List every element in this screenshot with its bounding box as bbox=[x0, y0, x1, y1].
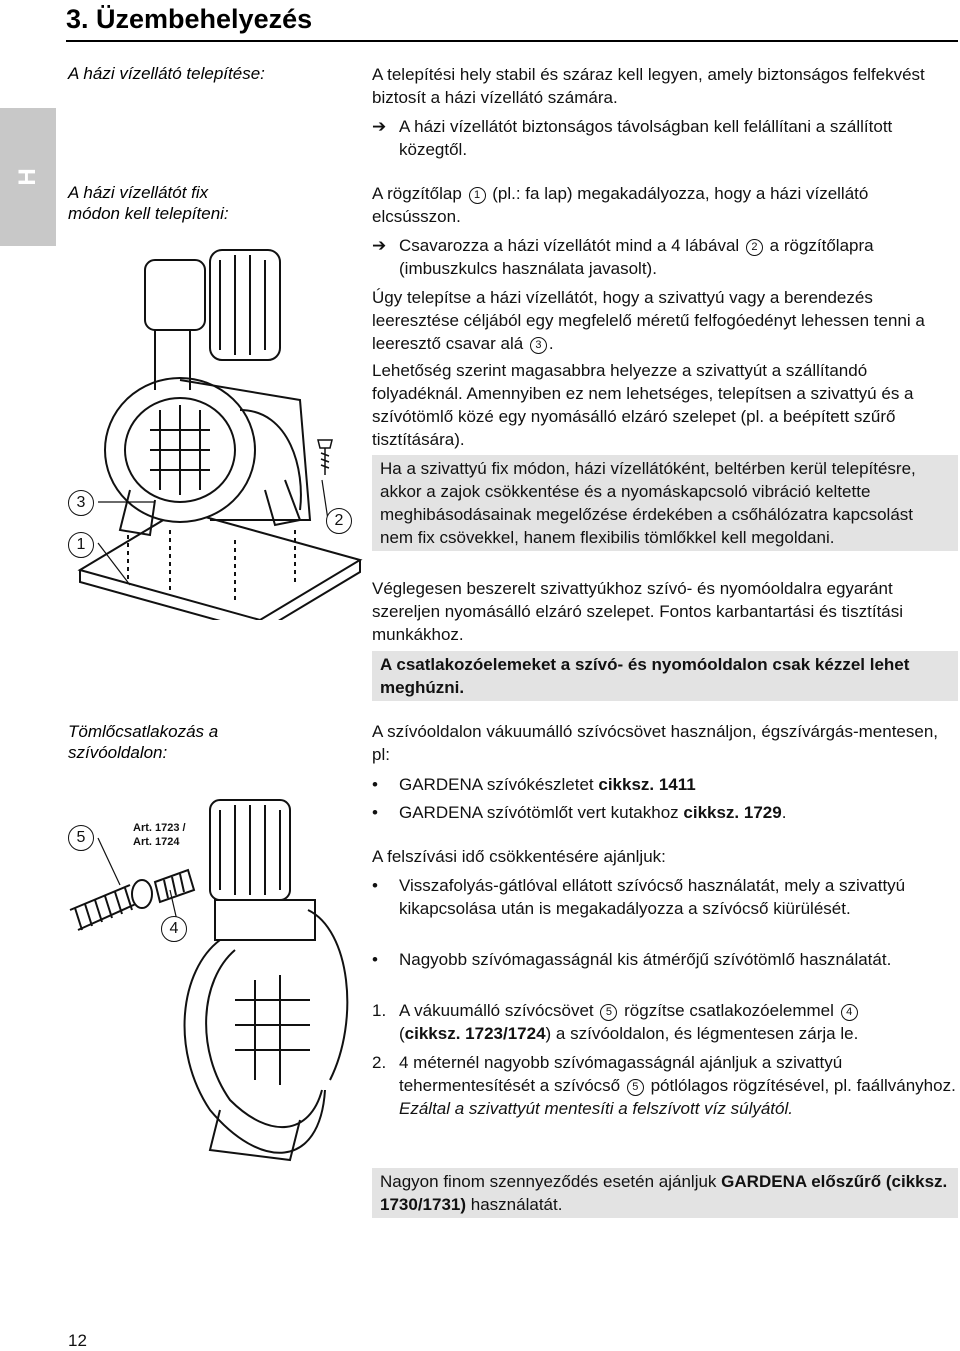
section-heading-hose-connection: Tömlőcsatlakozás a szívóoldalon: bbox=[68, 722, 219, 762]
paragraph-mounting-plate: A rögzítőlap 1 (pl.: fa lap) megakadályozza, hogy a házi vízellátó elcsússzon. bbox=[372, 184, 869, 226]
notice-hand-tighten: A csatlakozóelemeket a szívó- és nyomóoldalon csak kézzel lehet meghúzni. bbox=[372, 651, 958, 701]
language-tab bbox=[0, 108, 56, 246]
callout-3: 3 bbox=[68, 490, 94, 516]
hose-connection-illustration bbox=[60, 790, 360, 1190]
arrow-item-distance: ➔ A házi vízellátót biztonságos távolságban kell felállítani a szállított közegtől. bbox=[372, 117, 893, 159]
callout-2: 2 bbox=[326, 508, 352, 534]
section-heading-installation: A házi vízellátó telepítése: bbox=[68, 64, 265, 83]
callout-5: 5 bbox=[68, 825, 94, 851]
language-tab-label: H bbox=[14, 168, 41, 186]
paragraph-location: A telepítési hely stabil és száraz kell legyen, amely biztonságos felfekvést biztosít a házi vízellátó számára. bbox=[372, 65, 925, 107]
bullet-icon: • bbox=[372, 950, 378, 969]
page-title: 3. Üzembehelyezés bbox=[66, 4, 313, 34]
numbered-step-2: 2. 4 méternél nagyobb szívómagasságnál ajánljuk a szivattyú tehermentesítését a szívócső 5 pótlólagos rögzítésével, pl. faállványhoz. Ezáltal a szivattyút mentesíti a felszívott víz súlyától. bbox=[372, 1053, 956, 1118]
arrow-icon: ➔ bbox=[372, 236, 387, 255]
paragraph-elevation: Lehetőség szerint magasabbra helyezze a szivattyút a szállítandó folyadéknál. Amennyiben ez nem lehetséges, telepítsen a szivattyú és a szívótömlő közé egy nyomásálló elzáró szelepet (pl. a beépített szűrő tisztítására). bbox=[372, 361, 914, 449]
notice-flexible-hoses: Ha a szivattyú fix módon, házi vízellátóként, beltérben kerül telepítésre, akkor a zajok csökkentése és a nyomáskapcsoló vibráció keltette meghibásodásainak megelőzése érdekében a csőhálózatra kapcsolást nem fix csövekkel, hanem flexibilis tömlőkkel kell megoldani. bbox=[372, 455, 958, 551]
callout-4-inline: 4 bbox=[841, 1004, 858, 1021]
callout-4: 4 bbox=[161, 916, 187, 942]
article-number-label: Art. 1723 / Art. 1724 bbox=[133, 822, 186, 848]
callout-5-inline: 5 bbox=[600, 1004, 617, 1021]
paragraph-valves: Véglegesen beszerelt szivattyúkhoz szívó- és nyomóoldalra egyaránt szereljen nyomásálló elzáró szelepet. Fontos karbantartási és tisztítási munkákhoz. bbox=[372, 579, 904, 644]
callout-1: 1 bbox=[68, 532, 94, 558]
pump-mounting-illustration bbox=[60, 240, 370, 620]
callout-5-inline: 5 bbox=[627, 1079, 644, 1096]
bullet-icon: • bbox=[372, 775, 378, 794]
bullet-suction-hose: • GARDENA szívótömlőt vert kutakhoz cikksz. 1729. bbox=[372, 803, 787, 822]
page-number: 12 bbox=[68, 1331, 87, 1350]
paragraph-suction-time: A felszívási idő csökkentésére ajánljuk: bbox=[372, 847, 666, 866]
arrow-icon: ➔ bbox=[372, 117, 387, 136]
bullet-icon: • bbox=[372, 803, 378, 822]
title-rule bbox=[66, 40, 958, 42]
paragraph-suction: A szívóoldalon vákuumálló szívócsövet használjon, égszívárgás-mentesen, pl: bbox=[372, 722, 939, 764]
bullet-icon: • bbox=[372, 876, 378, 895]
callout-2-inline: 2 bbox=[746, 239, 763, 256]
bullet-suction-kit: • GARDENA szívókészletet cikksz. 1411 bbox=[372, 775, 696, 794]
callout-3-inline: 3 bbox=[530, 337, 547, 354]
paragraph-drain: Úgy telepítse a házi vízellátót, hogy a szivattyú vagy a berendezés leeresztése céljából egy megfelelő méretű felfogóedényt lehessen tenni a leeresztő csavar alá 3 . bbox=[372, 288, 925, 353]
callout-1-inline: 1 bbox=[469, 187, 486, 204]
arrow-item-screw: ➔ Csavarozza a házi vízellátót mind a 4 lábával 2 a rögzítőlapra (imbuszkulcs használata javasolt). bbox=[372, 236, 874, 278]
notice-prefilter: Nagyon finom szennyeződés esetén ajánljuk GARDENA előszűrő (cikksz. 1730/1731) használatát. bbox=[372, 1168, 958, 1218]
numbered-step-1: 1. A vákuumálló szívócsövet 5 rögzítse csatlakozóelemmel 4 (cikksz. 1723/1724) a szívóoldalon, és légmentesen zárja le. bbox=[372, 1001, 859, 1043]
bullet-small-diameter: • Nagyobb szívómagasságnál kis átmérőjű szívótömlő használatát. bbox=[372, 950, 892, 969]
bullet-check-valve: • Visszafolyás-gátlóval ellátott szívócső használatát, mely a szivattyú kikapcsolása után is megakadályozza a szívócső kiürülését. bbox=[372, 876, 906, 918]
section-heading-fixed-install: A házi vízellátót fix módon kell telepíteni: bbox=[68, 183, 229, 223]
